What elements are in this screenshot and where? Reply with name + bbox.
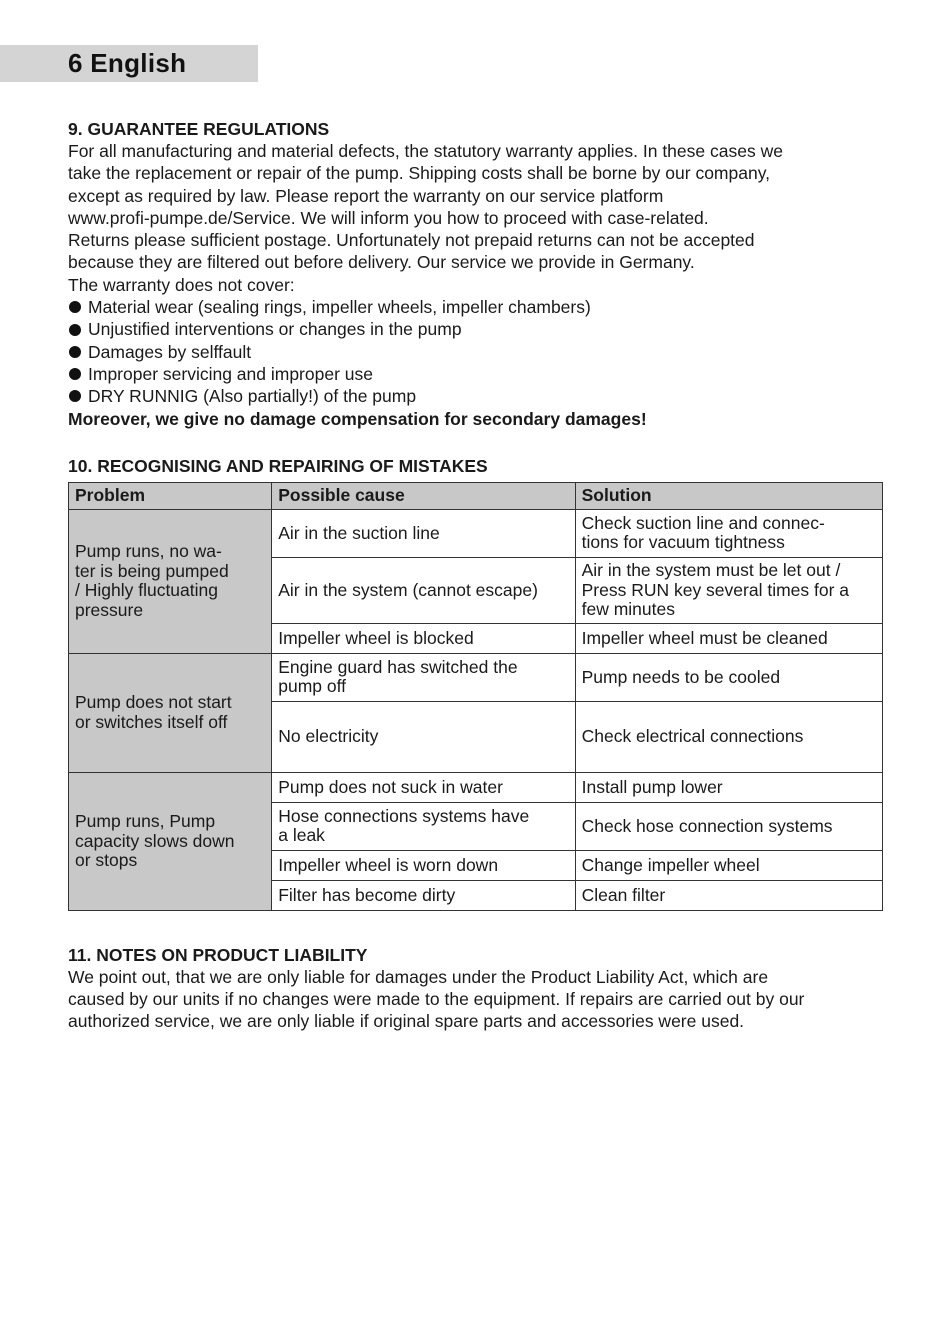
solution-cell: Check hose connection systems <box>575 802 882 850</box>
exclusions-list <box>68 296 883 407</box>
text-line: www.profi-pumpe.de/Service. We will inform you how to proceed with case-related. <box>68 207 709 228</box>
section-title: 9. GUARANTEE REGULATIONS <box>68 119 330 139</box>
text-line: caused by our units if no changes were made to the equipment. If repairs are carried out by our <box>68 989 805 1010</box>
solution-cell: Check electrical connections <box>575 701 882 772</box>
list-item <box>68 385 883 407</box>
list-item <box>68 363 883 385</box>
closing-statement: Moreover, we give no damage compensation for secondary damages! <box>68 408 647 429</box>
bullet-icon <box>69 368 81 380</box>
section-text <box>68 966 883 1033</box>
list-item <box>68 296 883 318</box>
list-item-text: Unjustified interventions or changes in the pump <box>88 319 462 340</box>
problem-cell: Pump runs, no wa- ter is being pumped / Highly fluctuating pressure <box>69 509 272 653</box>
solution-cell: Check suction line and connec- tions for vacuum tightness <box>575 509 882 557</box>
bullet-icon <box>69 324 81 336</box>
table-row <box>69 772 883 802</box>
text-line: because they are filtered out before delivery. Our service we provide in Germany. <box>68 252 695 273</box>
problem-cell: Pump does not start or switches itself off <box>69 653 272 772</box>
text-line: authorized service, we are only liable if original spare parts and accessories were used. <box>68 1011 745 1032</box>
solution-cell: Change impeller wheel <box>575 850 882 880</box>
solution-cell: Pump needs to be cooled <box>575 653 882 701</box>
table-row <box>69 509 883 557</box>
column-header: Possible cause <box>272 482 575 509</box>
section-troubleshooting <box>68 455 883 911</box>
list-item-text: Improper servicing and improper use <box>88 363 373 384</box>
document-body <box>68 118 883 1033</box>
section-title: 11. NOTES ON PRODUCT LIABILITY <box>68 944 368 965</box>
list-item-text: Material wear (sealing rings, impeller wheels, impeller chambers) <box>88 297 591 318</box>
cause-cell: No electricity <box>272 701 575 772</box>
cause-cell: Engine guard has switched the pump off <box>272 653 575 701</box>
solution-cell: Clean filter <box>575 880 882 910</box>
column-header: Solution <box>575 482 882 509</box>
section-guarantee <box>68 118 883 430</box>
section-liability <box>68 944 883 1033</box>
table-header-row <box>69 482 883 509</box>
cause-cell: Air in the suction line <box>272 509 575 557</box>
cause-cell: Air in the system (cannot escape) <box>272 557 575 623</box>
list-item-text: DRY RUNNIG (Also partially!) of the pump <box>88 386 417 407</box>
bullet-icon <box>69 301 81 313</box>
cause-cell: Hose connections systems have a leak <box>272 802 575 850</box>
table-row <box>69 653 883 701</box>
cause-cell: Filter has become dirty <box>272 880 575 910</box>
bullet-icon <box>69 390 81 402</box>
text-line: For all manufacturing and material defects, the statutory warranty applies. In these cases we <box>68 141 783 161</box>
section-title: 10. RECOGNISING AND REPAIRING OF MISTAKES <box>68 455 488 476</box>
list-item <box>68 341 883 363</box>
cause-cell: Pump does not suck in water <box>272 772 575 802</box>
troubleshooting-table <box>68 482 883 911</box>
cause-cell: Impeller wheel is blocked <box>272 623 575 653</box>
solution-cell: Impeller wheel must be cleaned <box>575 623 882 653</box>
list-item-text: Damages by selffault <box>88 341 252 362</box>
text-line: take the replacement or repair of the pump. Shipping costs shall be borne by our company, <box>68 163 771 184</box>
text-line: We point out, that we are only liable for damages under the Product Liability Act, which are <box>68 966 769 987</box>
bullet-icon <box>69 346 81 358</box>
text-line: except as required by law. Please report the warranty on our service platform <box>68 185 664 206</box>
text-line: Returns please sufficient postage. Unfortunately not prepaid returns can not be accepted <box>68 230 755 251</box>
column-header: Problem <box>69 482 272 509</box>
section-text <box>68 140 883 296</box>
text-line: The warranty does not cover: <box>68 274 295 295</box>
solution-cell: Install pump lower <box>575 772 882 802</box>
list-item <box>68 318 883 340</box>
page-header-title: 6 English <box>68 48 187 78</box>
solution-cell: Air in the system must be let out / Press RUN key several times for a few minutes <box>575 557 882 623</box>
problem-cell: Pump runs, Pump capacity slows down or stops <box>69 772 272 910</box>
page-header <box>0 45 258 82</box>
cause-cell: Impeller wheel is worn down <box>272 850 575 880</box>
